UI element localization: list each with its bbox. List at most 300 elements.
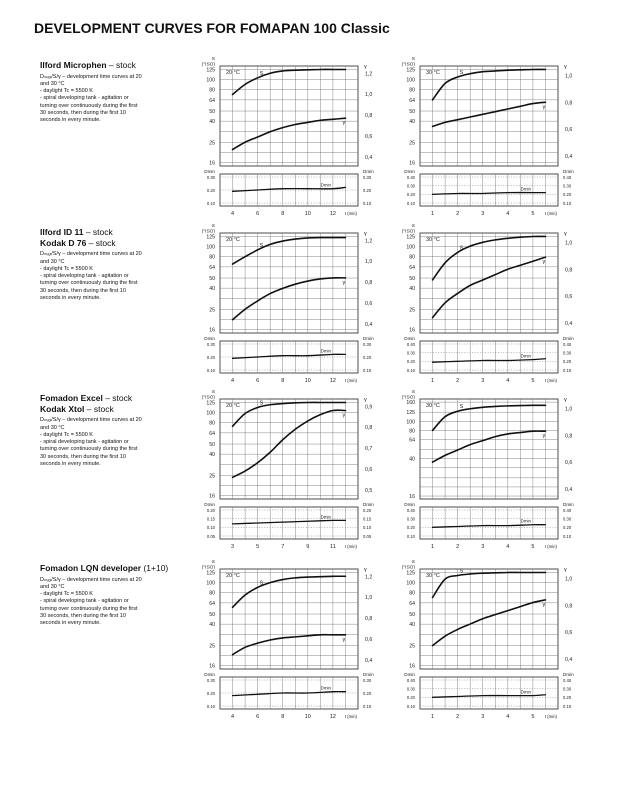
s-tick-label: 50 bbox=[209, 109, 215, 116]
s-tick-label: 64 bbox=[409, 600, 415, 607]
developer-dilution-text: (1+10) bbox=[141, 563, 169, 573]
dmin-axis-label-right: Dmin bbox=[563, 336, 574, 341]
x-tick-label: 6 bbox=[256, 714, 260, 720]
x-tick-label: 3 bbox=[231, 544, 235, 550]
s-axis-label: (°ISO) bbox=[201, 229, 215, 235]
dmin-curve-label: Dmin bbox=[320, 348, 331, 354]
gamma-tick-label: 0,4 bbox=[365, 657, 373, 664]
dmin-axis-label-right: Dmin bbox=[363, 672, 374, 677]
s-tick-label: 125 bbox=[406, 234, 415, 241]
dmin-tick-label-right: 0.15 bbox=[363, 516, 372, 522]
s-tick-label: 64 bbox=[209, 97, 215, 104]
dmin-axis-label: Dmin bbox=[204, 336, 215, 341]
dmin-tick-label-right: 0.20 bbox=[563, 359, 572, 365]
s-tick-label: 50 bbox=[409, 109, 415, 116]
s-curve bbox=[433, 236, 546, 279]
s-tick-label: 64 bbox=[409, 437, 415, 444]
x-tick-label: 11 bbox=[330, 544, 336, 550]
dmin-axis-label-right: Dmin bbox=[563, 672, 574, 677]
dmin-tick-label: 0.10 bbox=[206, 367, 215, 373]
dmin-tick-label-right: 0.10 bbox=[363, 525, 372, 531]
dmin-axis-label: Dmin bbox=[404, 672, 415, 677]
x-tick-label: 1 bbox=[431, 211, 435, 217]
s-tick-label: 25 bbox=[409, 140, 415, 147]
gamma-tick-label: 1,0 bbox=[565, 73, 573, 80]
s-axis-label: (°ISO) bbox=[201, 565, 215, 571]
gamma-curve bbox=[433, 431, 546, 462]
gamma-tick-label: 0,4 bbox=[565, 320, 573, 327]
gamma-tick-label: 1,0 bbox=[365, 259, 373, 266]
s-curve bbox=[233, 69, 346, 94]
dmin-axis-label-right: Dmin bbox=[363, 502, 374, 507]
dmin-curve bbox=[433, 525, 546, 528]
description-line: and 30 °C bbox=[40, 80, 65, 87]
s-curve-label: S bbox=[259, 580, 264, 587]
dmin-tick-label-right: 0.30 bbox=[563, 516, 572, 522]
x-tick-label: 4 bbox=[506, 714, 510, 720]
s-axis-label: S bbox=[411, 57, 415, 62]
developer-name-text: Fomadon LQN developer bbox=[40, 563, 142, 573]
gamma-tick-label: 1,2 bbox=[365, 574, 373, 581]
description-line: and 30 °C bbox=[40, 583, 65, 590]
dmin-tick-label-right: 0.10 bbox=[363, 367, 372, 373]
s-tick-label: 50 bbox=[209, 276, 215, 283]
dmin-curve bbox=[233, 520, 346, 524]
s-tick-label: 100 bbox=[406, 580, 415, 587]
gamma-axis-label: γ bbox=[364, 64, 367, 70]
s-curve-label: S bbox=[459, 404, 464, 411]
dmin-tick-label: 0.20 bbox=[206, 507, 215, 513]
dmin-tick-label: 0.40 bbox=[406, 677, 415, 683]
s-tick-label: 40 bbox=[409, 286, 415, 293]
dmin-tick-label-right: 0.40 bbox=[563, 677, 572, 683]
dmin-tick-label-right: 0.10 bbox=[563, 703, 572, 709]
x-axis-unit: t (min) bbox=[344, 714, 357, 719]
dmin-tick-label-right: 0.40 bbox=[563, 341, 572, 347]
gamma-tick-label: 0,4 bbox=[565, 656, 573, 663]
x-tick-label: 1 bbox=[431, 378, 435, 384]
s-tick-label: 80 bbox=[209, 420, 215, 427]
s-tick-label: 16 bbox=[409, 663, 415, 670]
s-tick-label: 100 bbox=[406, 244, 415, 251]
x-axis-unit: t (min) bbox=[344, 544, 357, 549]
gamma-tick-label: 0,4 bbox=[565, 153, 573, 160]
dmin-tick-label: 0.20 bbox=[206, 354, 215, 360]
s-tick-label: 125 bbox=[206, 570, 215, 577]
s-tick-label: 16 bbox=[409, 160, 415, 167]
description-line: Dₘₐₓ/S/γ – development time curves at 20 bbox=[40, 417, 142, 424]
dmin-tick-label: 0.20 bbox=[206, 187, 215, 193]
description-line: - daylight Tc = 5500 K bbox=[40, 431, 93, 438]
dmin-plot-frame bbox=[420, 677, 558, 709]
s-axis-label: S bbox=[211, 390, 215, 395]
x-tick-label: 1 bbox=[431, 714, 435, 720]
dmin-tick-label: 0.30 bbox=[406, 183, 415, 189]
gamma-axis-label: γ bbox=[564, 567, 567, 573]
description-line: seconds in every minute. bbox=[40, 294, 101, 301]
development-chart bbox=[401, 224, 574, 389]
temperature-label: 30 °C bbox=[426, 70, 440, 76]
gamma-axis-label: γ bbox=[364, 397, 367, 403]
plot-frame bbox=[220, 233, 358, 333]
developer-name-text: Kodak Xtol bbox=[40, 403, 85, 414]
dmin-tick-label: 0.30 bbox=[406, 686, 415, 692]
s-axis-label: (°ISO) bbox=[401, 395, 415, 401]
s-tick-label: 50 bbox=[209, 442, 215, 449]
s-tick-label: 25 bbox=[209, 473, 215, 480]
developer-name bbox=[40, 227, 180, 238]
x-axis-unit: t (min) bbox=[544, 378, 557, 383]
plot-frame bbox=[420, 399, 558, 499]
s-tick-label: 40 bbox=[409, 456, 415, 463]
s-tick-label: 40 bbox=[209, 119, 215, 126]
dmin-tick-label-right: 0.30 bbox=[563, 183, 572, 189]
dmin-axis-label-right: Dmin bbox=[363, 336, 374, 341]
x-tick-label: 1 bbox=[431, 544, 435, 550]
gamma-curve-label: γ bbox=[342, 412, 346, 419]
gamma-tick-label: 0,4 bbox=[365, 321, 373, 328]
dmin-tick-label-right: 0.30 bbox=[563, 350, 572, 356]
dmin-tick-label: 0.30 bbox=[206, 677, 215, 683]
dmin-tick-label: 0.10 bbox=[406, 703, 415, 709]
temperature-label: 30 °C bbox=[426, 237, 440, 243]
dmin-tick-label: 0.20 bbox=[406, 192, 415, 198]
x-tick-label: 12 bbox=[329, 211, 336, 217]
dmin-curve-label: Dmin bbox=[320, 685, 331, 691]
developer-dilution-text: – stock bbox=[86, 237, 116, 248]
s-tick-label: 125 bbox=[406, 67, 415, 74]
s-tick-label: 16 bbox=[209, 327, 215, 334]
s-tick-label: 40 bbox=[209, 286, 215, 293]
gamma-curve bbox=[233, 635, 346, 655]
gamma-curve-label: γ bbox=[542, 433, 546, 440]
gamma-curve bbox=[433, 102, 546, 126]
gamma-tick-label: 0,6 bbox=[365, 300, 373, 307]
dmin-axis-label-right: Dmin bbox=[563, 169, 574, 174]
gamma-curve-label: γ bbox=[342, 279, 346, 286]
gamma-axis-label: γ bbox=[364, 567, 367, 573]
dmin-curve-label: Dmin bbox=[520, 518, 531, 524]
s-tick-label: 100 bbox=[406, 77, 415, 84]
x-tick-label: 2 bbox=[456, 211, 460, 217]
x-tick-label: 5 bbox=[531, 544, 535, 550]
dmin-tick-label: 0.30 bbox=[206, 174, 215, 180]
s-tick-label: 25 bbox=[209, 307, 215, 314]
x-tick-label: 4 bbox=[231, 378, 235, 384]
s-tick-label: 25 bbox=[209, 140, 215, 147]
developer-name bbox=[40, 404, 180, 415]
x-tick-label: 8 bbox=[281, 714, 285, 720]
description-line: turning over continuously during the first bbox=[40, 102, 138, 109]
description-line: turning over continuously during the first bbox=[40, 446, 138, 453]
gamma-tick-label: 0,8 bbox=[565, 267, 573, 274]
x-tick-label: 3 bbox=[481, 378, 485, 384]
s-tick-label: 125 bbox=[206, 400, 215, 407]
s-tick-label: 40 bbox=[209, 622, 215, 629]
dmin-curve-label: Dmin bbox=[320, 182, 331, 188]
development-chart bbox=[201, 560, 374, 725]
x-tick-label: 4 bbox=[506, 211, 510, 217]
s-tick-label: 100 bbox=[406, 419, 415, 426]
page-title: DEVELOPMENT CURVES FOR FOMAPAN 100 Classic bbox=[34, 20, 390, 36]
gamma-axis-label: γ bbox=[364, 231, 367, 237]
x-tick-label: 10 bbox=[304, 714, 311, 720]
dmin-axis-label: Dmin bbox=[204, 672, 215, 677]
gamma-tick-label: 0,6 bbox=[565, 460, 573, 467]
s-tick-label: 80 bbox=[209, 590, 215, 597]
s-axis-label: S bbox=[411, 560, 415, 565]
gamma-tick-label: 0,4 bbox=[365, 154, 373, 161]
gamma-tick-label: 0,5 bbox=[365, 487, 373, 494]
dmin-tick-label-right: 0.20 bbox=[363, 354, 372, 360]
temperature-label: 30 °C bbox=[426, 573, 440, 579]
description-line: Dₘₐₓ/S/γ – development time curves at 20 bbox=[40, 576, 142, 583]
dmin-curve bbox=[433, 193, 546, 195]
dmin-tick-label-right: 0.30 bbox=[363, 677, 372, 683]
description-line: 30 seconds, then during the first 10 bbox=[40, 453, 126, 460]
dmin-tick-label-right: 0.20 bbox=[563, 192, 572, 198]
description-line: Dₘₐₓ/S/γ – development time curves at 20 bbox=[40, 73, 142, 80]
s-tick-label: 25 bbox=[209, 643, 215, 650]
s-tick-label: 50 bbox=[209, 612, 215, 619]
s-curve bbox=[433, 69, 546, 99]
dmin-tick-label: 0.20 bbox=[406, 525, 415, 531]
x-tick-label: 12 bbox=[329, 378, 336, 384]
dmin-plot-frame bbox=[420, 507, 558, 539]
s-curve bbox=[433, 405, 546, 430]
x-tick-label: 8 bbox=[281, 378, 285, 384]
description-line: seconds in every minute. bbox=[40, 460, 101, 467]
dmin-tick-label-right: 0.20 bbox=[363, 187, 372, 193]
x-tick-label: 10 bbox=[304, 211, 311, 217]
s-tick-label: 125 bbox=[206, 67, 215, 74]
development-chart bbox=[401, 390, 574, 555]
x-tick-label: 4 bbox=[231, 714, 235, 720]
s-curve-label: S bbox=[459, 69, 464, 76]
dmin-tick-label-right: 0.40 bbox=[563, 174, 572, 180]
dmin-tick-label-right: 0.30 bbox=[363, 341, 372, 347]
dmin-tick-label-right: 0.20 bbox=[563, 525, 572, 531]
x-tick-label: 7 bbox=[281, 544, 285, 550]
developer-description bbox=[40, 563, 180, 627]
developer-name bbox=[40, 393, 180, 404]
s-tick-label: 160 bbox=[406, 400, 415, 407]
temperature-label: 20 °C bbox=[226, 237, 240, 243]
s-axis-label: S bbox=[211, 224, 215, 229]
gamma-curve-label: γ bbox=[542, 259, 546, 266]
temperature-label: 30 °C bbox=[426, 403, 440, 409]
x-tick-label: 5 bbox=[531, 714, 535, 720]
s-tick-label: 125 bbox=[406, 410, 415, 417]
s-tick-label: 64 bbox=[209, 430, 215, 437]
gamma-tick-label: 0,8 bbox=[565, 603, 573, 610]
x-tick-label: 8 bbox=[281, 211, 285, 217]
description-line: Dₘₐₓ/S/γ – development time curves at 20 bbox=[40, 251, 142, 258]
gamma-axis-label: γ bbox=[564, 231, 567, 237]
gamma-tick-label: 1,0 bbox=[565, 576, 573, 583]
gamma-tick-label: 0,8 bbox=[565, 100, 573, 107]
s-curve bbox=[433, 572, 546, 597]
gamma-tick-label: 0,8 bbox=[565, 433, 573, 440]
gamma-tick-label: 1,0 bbox=[565, 406, 573, 413]
dmin-curve-label: Dmin bbox=[520, 186, 531, 192]
s-curve-label: S bbox=[459, 568, 464, 575]
x-tick-label: 6 bbox=[256, 378, 260, 384]
dmin-curve bbox=[433, 359, 546, 362]
s-axis-label: (°ISO) bbox=[201, 395, 215, 401]
gamma-axis-label: γ bbox=[564, 397, 567, 403]
gamma-curve bbox=[433, 600, 546, 646]
dmin-tick-label-right: 0.20 bbox=[563, 695, 572, 701]
gamma-tick-label: 0,8 bbox=[365, 113, 373, 120]
plot-frame bbox=[420, 66, 558, 166]
dmin-tick-label-right: 0.10 bbox=[563, 200, 572, 206]
gamma-tick-label: 0,8 bbox=[365, 616, 373, 623]
dmin-axis-label: Dmin bbox=[204, 502, 215, 507]
s-tick-label: 80 bbox=[409, 590, 415, 597]
description-line: turning over continuously during the first bbox=[40, 280, 138, 287]
dmin-tick-label-right: 0.20 bbox=[363, 690, 372, 696]
s-tick-label: 40 bbox=[209, 452, 215, 459]
x-axis-unit: t (min) bbox=[544, 544, 557, 549]
dmin-tick-label-right: 0.10 bbox=[563, 533, 572, 539]
description-line: 30 seconds, then during the first 10 bbox=[40, 109, 126, 116]
s-tick-label: 80 bbox=[409, 254, 415, 261]
s-axis-label: S bbox=[211, 560, 215, 565]
x-tick-label: 3 bbox=[481, 714, 485, 720]
s-axis-label: (°ISO) bbox=[401, 565, 415, 571]
dmin-tick-label: 0.15 bbox=[206, 516, 215, 522]
developer-name bbox=[40, 238, 180, 249]
developer-dilution-text: – stock bbox=[84, 403, 114, 414]
developer-dilution-text: – stock bbox=[102, 393, 133, 403]
dmin-tick-label: 0.10 bbox=[206, 525, 215, 531]
gamma-tick-label: 0,6 bbox=[365, 466, 373, 473]
dmin-curve bbox=[233, 354, 346, 358]
s-tick-label: 16 bbox=[209, 493, 215, 500]
dmin-tick-label-right: 0.20 bbox=[363, 507, 372, 513]
description-line: and 30 °C bbox=[40, 258, 65, 265]
dmin-tick-label: 0.30 bbox=[206, 341, 215, 347]
dmin-tick-label: 0.10 bbox=[206, 200, 215, 206]
plot-frame bbox=[220, 399, 358, 499]
development-chart bbox=[201, 57, 374, 222]
development-chart bbox=[401, 57, 574, 222]
gamma-tick-label: 1,0 bbox=[365, 595, 373, 602]
x-tick-label: 9 bbox=[306, 544, 310, 550]
dmin-curve bbox=[433, 695, 546, 698]
development-chart bbox=[401, 560, 574, 725]
dmin-tick-label-right: 0.30 bbox=[363, 174, 372, 180]
description-line: seconds in every minute. bbox=[40, 620, 101, 627]
dmin-curve bbox=[233, 187, 346, 191]
s-tick-label: 16 bbox=[409, 327, 415, 334]
s-tick-label: 125 bbox=[406, 570, 415, 577]
x-tick-label: 10 bbox=[304, 378, 311, 384]
dmin-tick-label-right: 0.10 bbox=[363, 703, 372, 709]
x-tick-label: 12 bbox=[329, 714, 336, 720]
dmin-tick-label: 0.10 bbox=[206, 703, 215, 709]
dmin-tick-label: 0.40 bbox=[406, 507, 415, 513]
developer-name bbox=[40, 60, 180, 71]
s-tick-label: 80 bbox=[409, 87, 415, 94]
s-tick-label: 100 bbox=[206, 410, 215, 417]
gamma-tick-label: 0,6 bbox=[565, 294, 573, 301]
developer-name-text: Kodak D 76 bbox=[40, 237, 87, 248]
s-tick-label: 80 bbox=[209, 254, 215, 261]
dmin-tick-label: 0.30 bbox=[406, 350, 415, 356]
developer-dilution-text: – stock bbox=[106, 60, 136, 70]
description-line: turning over continuously during the first bbox=[40, 605, 138, 612]
dmin-tick-label-right: 0.10 bbox=[363, 200, 372, 206]
s-tick-label: 80 bbox=[409, 428, 415, 435]
s-tick-label: 100 bbox=[206, 77, 215, 84]
plot-frame bbox=[420, 233, 558, 333]
gamma-tick-label: 0,8 bbox=[365, 425, 373, 432]
x-tick-label: 4 bbox=[506, 378, 510, 384]
dmin-tick-label: 0.20 bbox=[406, 695, 415, 701]
gamma-tick-label: 0,6 bbox=[365, 636, 373, 643]
s-tick-label: 64 bbox=[209, 600, 215, 607]
dmin-tick-label: 0.05 bbox=[206, 533, 215, 539]
s-axis-label: S bbox=[411, 224, 415, 229]
temperature-label: 20 °C bbox=[226, 573, 240, 579]
developer-description bbox=[40, 393, 180, 468]
s-tick-label: 40 bbox=[409, 622, 415, 629]
description-line: - daylight Tc = 5500 K bbox=[40, 88, 93, 95]
s-curve-label: S bbox=[259, 400, 264, 407]
gamma-tick-label: 0,6 bbox=[565, 127, 573, 134]
gamma-tick-label: 1,2 bbox=[365, 71, 373, 78]
s-axis-label: (°ISO) bbox=[201, 62, 215, 68]
x-tick-label: 2 bbox=[456, 544, 460, 550]
gamma-axis-label: γ bbox=[564, 64, 567, 70]
dmin-tick-label: 0.20 bbox=[406, 359, 415, 365]
gamma-tick-label: 1,0 bbox=[565, 240, 573, 247]
x-tick-label: 2 bbox=[456, 378, 460, 384]
s-curve-label: S bbox=[459, 245, 464, 252]
gamma-tick-label: 1,0 bbox=[365, 92, 373, 99]
gamma-tick-label: 1,2 bbox=[365, 238, 373, 245]
gamma-tick-label: 0,6 bbox=[365, 133, 373, 140]
s-axis-label: S bbox=[211, 57, 215, 62]
s-axis-label: S bbox=[411, 390, 415, 395]
description-line: - daylight Tc = 5500 K bbox=[40, 265, 93, 272]
developer-dilution-text: – stock bbox=[83, 227, 113, 237]
gamma-curve bbox=[233, 278, 346, 320]
x-tick-label: 5 bbox=[531, 211, 535, 217]
development-chart bbox=[201, 390, 374, 555]
x-tick-label: 6 bbox=[256, 211, 260, 217]
dmin-axis-label: Dmin bbox=[204, 169, 215, 174]
s-curve bbox=[233, 238, 346, 265]
s-curve-label: S bbox=[259, 70, 264, 77]
x-tick-label: 3 bbox=[481, 211, 485, 217]
gamma-curve bbox=[433, 257, 546, 317]
dmin-axis-label: Dmin bbox=[404, 502, 415, 507]
gamma-curve bbox=[233, 118, 346, 149]
dmin-curve-label: Dmin bbox=[520, 689, 531, 695]
s-axis-label: (°ISO) bbox=[401, 229, 415, 235]
gamma-tick-label: 0,8 bbox=[365, 280, 373, 287]
x-tick-label: 4 bbox=[506, 544, 510, 550]
gamma-curve-label: γ bbox=[542, 601, 546, 608]
description-line: 30 seconds, then during the first 10 bbox=[40, 287, 126, 294]
gamma-curve-label: γ bbox=[342, 120, 346, 127]
dmin-tick-label: 0.30 bbox=[406, 516, 415, 522]
x-axis-unit: t (min) bbox=[544, 211, 557, 216]
s-tick-label: 125 bbox=[206, 234, 215, 241]
